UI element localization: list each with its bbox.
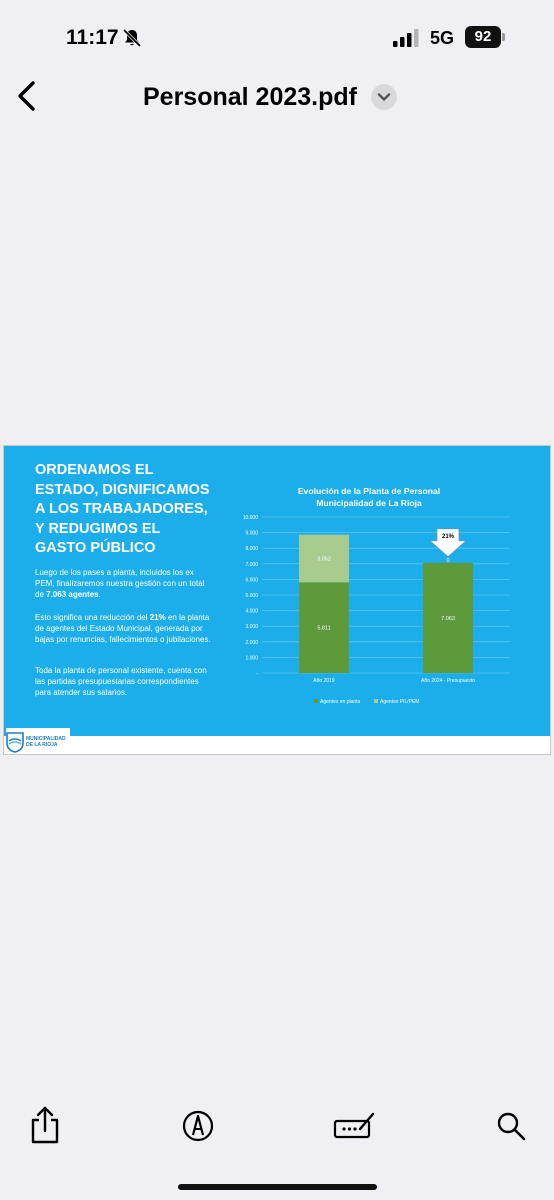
municipality-logo: [6, 728, 70, 755]
data-label: 5.811: [317, 625, 331, 632]
logo-text: [26, 736, 66, 748]
y-tick-label: 6.000: [245, 577, 258, 584]
y-tick-label: 7.000: [245, 561, 258, 568]
y-tick-label: 4.000: [245, 608, 258, 615]
slide-paragraph-3: Toda la planta de personal existente, cuenta con las partidas presupuestarias correspondientes para atender sus salarios.: [35, 666, 207, 697]
y-tick-label: 8.000: [245, 546, 258, 553]
annotation-label: 21%: [441, 533, 455, 540]
y-tick-label: 1.000: [245, 655, 258, 662]
paragraph-text: .: [98, 590, 101, 599]
signature-icon[interactable]: [333, 1104, 377, 1148]
bell-slash-icon: [122, 28, 142, 48]
document-title-button[interactable]: [143, 80, 397, 114]
pdf-page[interactable]: [3, 445, 551, 755]
chart-subtitle: Municipalidad de La Rioja: [316, 498, 422, 508]
battery-indicator: [465, 26, 505, 48]
data-label: 7.063: [441, 615, 455, 622]
paragraph-text: en la planta de agentes del Estado Municipal, generada por bajas por renuncias, fallecimientos o jubilaciones.: [35, 613, 211, 644]
x-tick-label: Año 2024 - Presupuesto: [421, 678, 475, 684]
y-tick-label: 9.000: [245, 530, 258, 537]
logo-line-1: MUNICIPALIDAD: [26, 735, 66, 742]
y-tick-label: 5.000: [245, 593, 258, 599]
share-icon[interactable]: [28, 1104, 62, 1148]
chart-title: Evolución de la Planta de Personal: [297, 486, 441, 496]
markup-pen-icon[interactable]: [181, 1104, 215, 1148]
network-label: 5G: [430, 28, 455, 48]
search-icon[interactable]: [494, 1104, 528, 1148]
legend-swatch: [314, 699, 318, 703]
paragraph-bold: 21%: [149, 613, 166, 622]
y-tick-label: 10.000: [242, 515, 258, 521]
data-label: 0: [446, 557, 450, 564]
status-bar: [0, 0, 554, 62]
legend-label: Agentes en planta: [320, 699, 361, 705]
bar-chart: [230, 477, 514, 719]
slide-heading: ORDENAMOS EL ESTADO, DIGNIFICAMOS A LOS TRABAJADORES, Y REDUGIMOS EL GASTO PÚBLICO: [35, 462, 210, 556]
document-title: Personal 2023.pdf: [143, 82, 357, 111]
slide-paragraph-1: [35, 567, 213, 600]
chevron-down-icon: [377, 92, 391, 102]
battery-level: 92: [465, 26, 501, 48]
home-indicator: [178, 1184, 377, 1190]
x-tick-label: Año 2019: [313, 678, 335, 684]
y-tick-label: 2.000: [245, 639, 258, 646]
chevron-left-icon[interactable]: [14, 80, 42, 112]
paragraph-text: Luego de los pases a planta, incluidos los ex PEM, finalizaremos nuestra gestión con un total de: [35, 568, 205, 599]
legend-swatch: [374, 699, 378, 703]
paragraph-bold: 7.063 agentes: [46, 590, 99, 599]
chart-panel: [230, 477, 514, 719]
signal-bars-icon: [393, 29, 419, 47]
slide-paragraph-2: [35, 612, 213, 645]
battery-tip: [502, 33, 505, 41]
y-tick-label: -: [256, 671, 258, 677]
data-label: 3.052: [317, 556, 331, 563]
legend-label: Agentes PIL/PEM: [380, 699, 420, 705]
title-menu-button[interactable]: [371, 84, 397, 110]
logo-line-2: DE LA RIOJA: [26, 741, 58, 748]
status-time: 11:17: [66, 26, 119, 49]
y-tick-label: 3.000: [245, 624, 258, 631]
shield-logo-icon: [6, 731, 24, 753]
paragraph-text: Esto significa una reducción del: [35, 613, 150, 622]
